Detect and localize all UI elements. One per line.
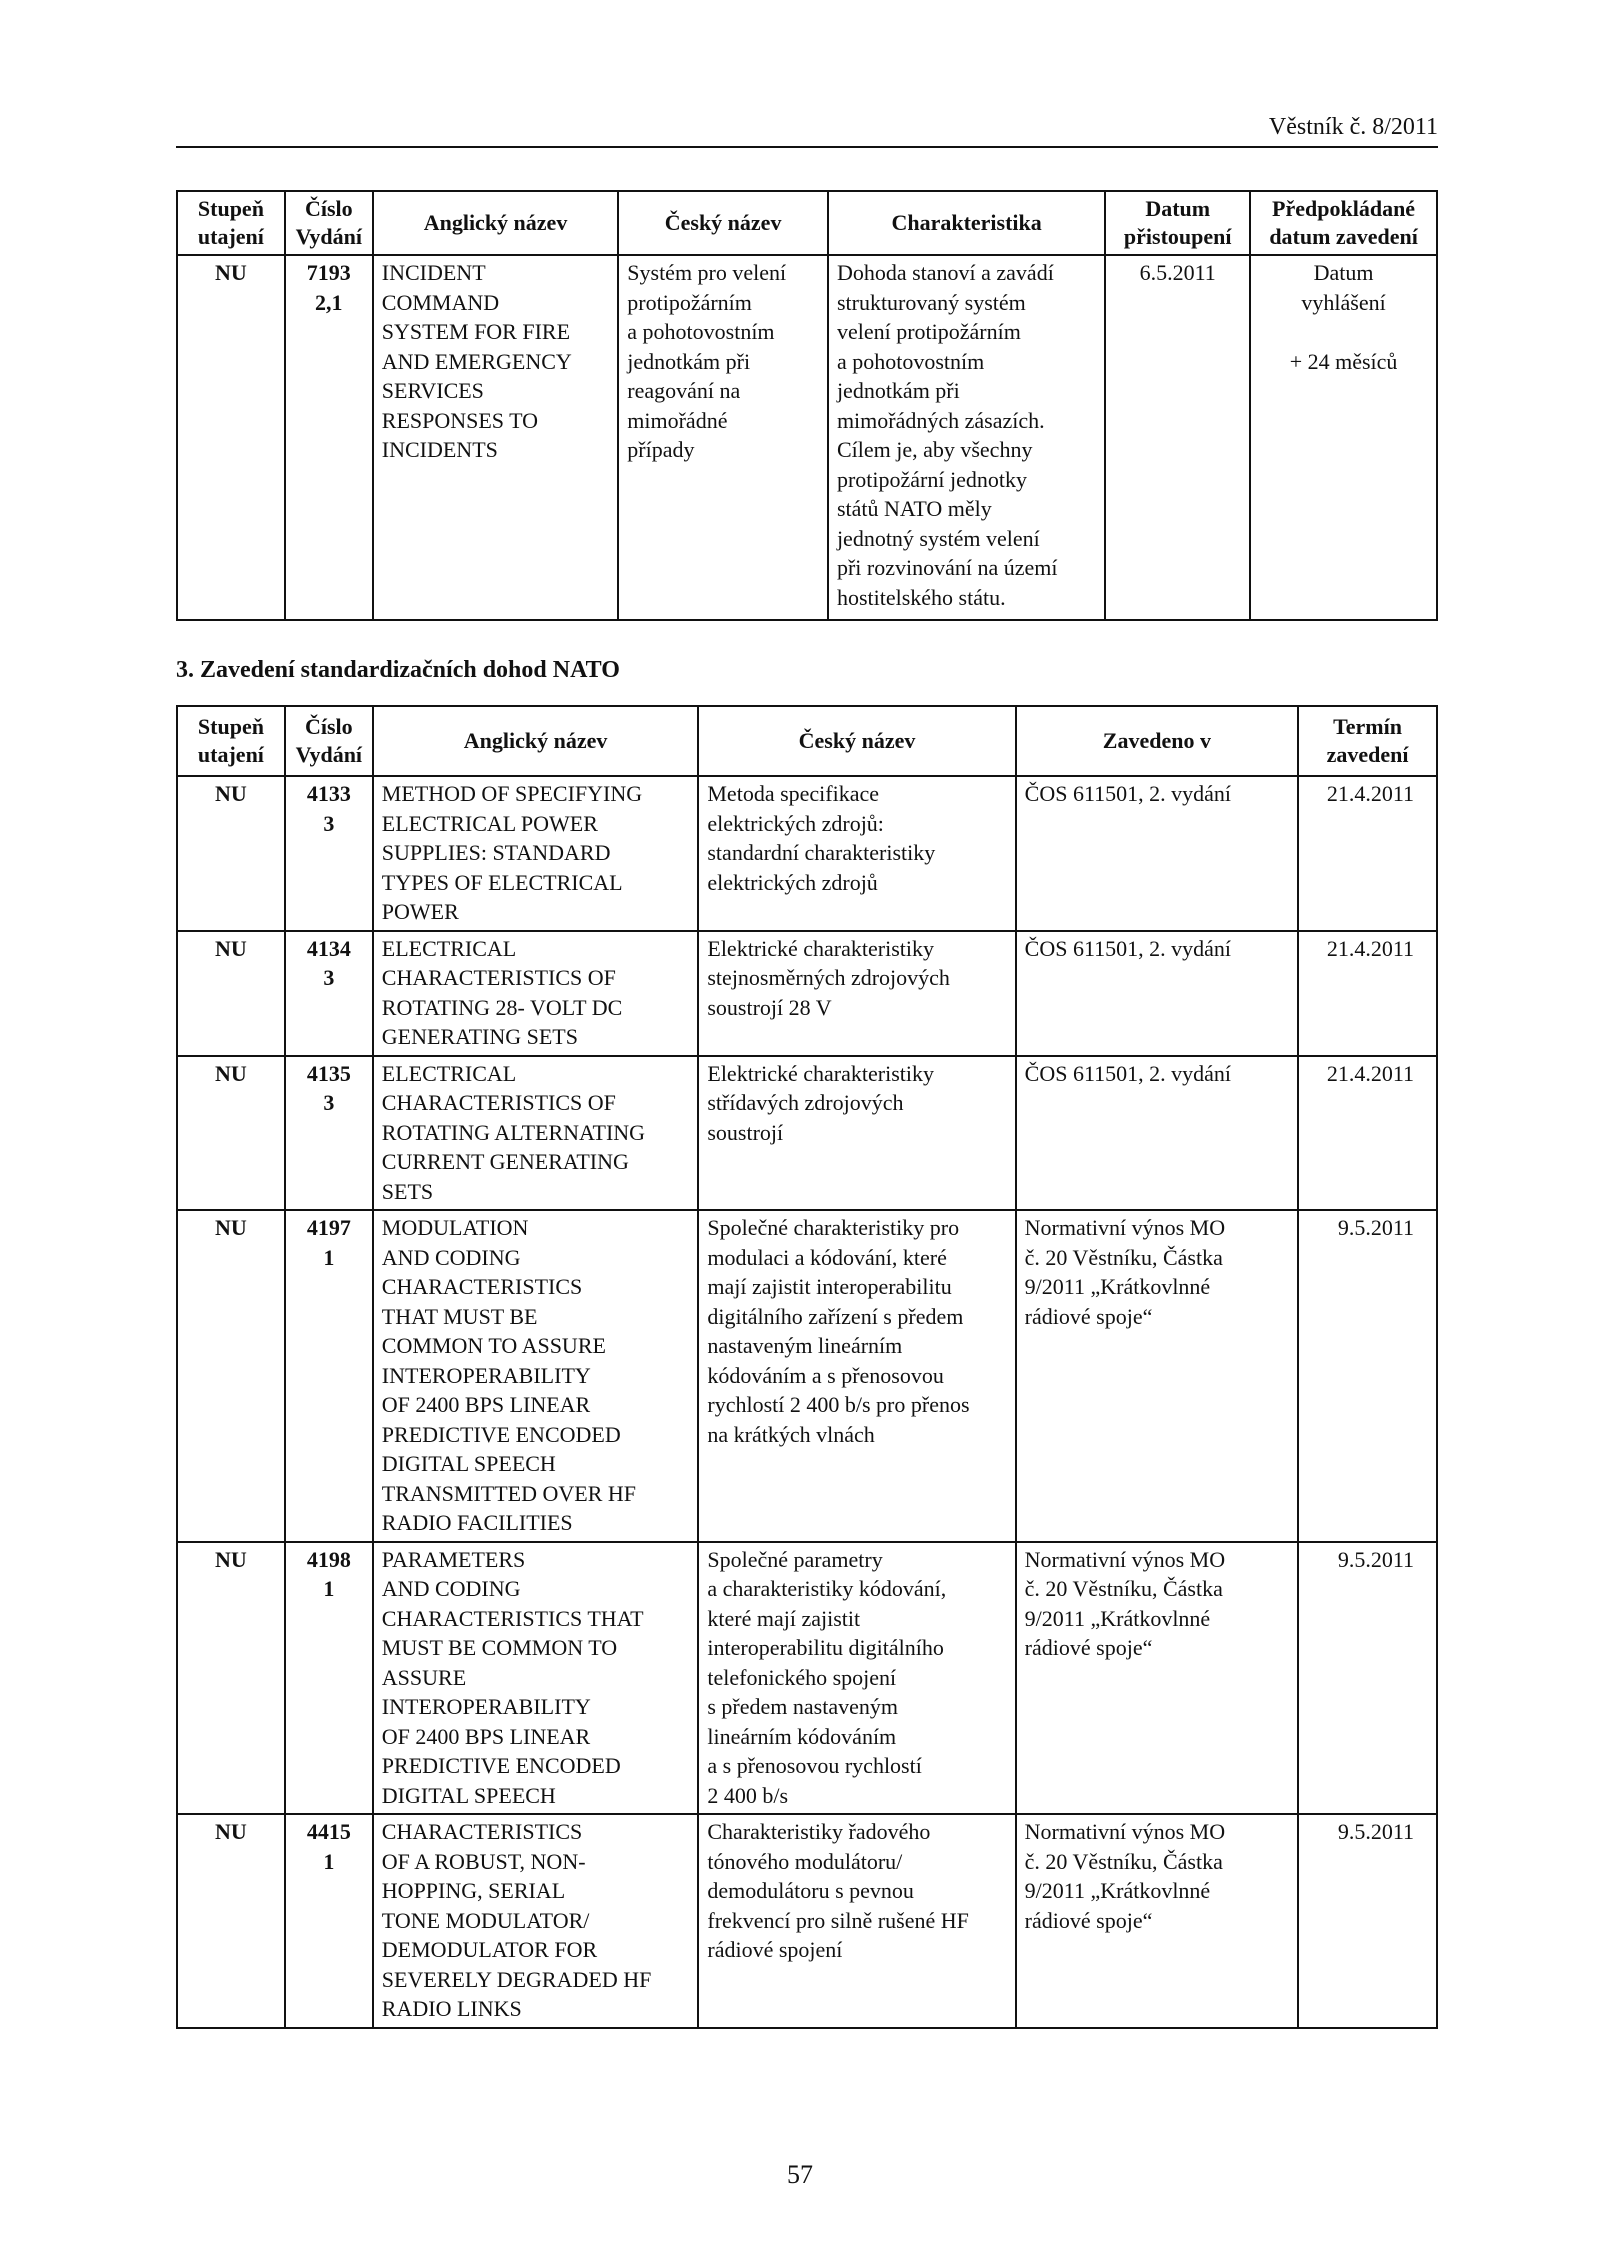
col-header-czech-name: Český název: [618, 191, 828, 255]
section-title: 3. Zavedení standardizačních dohod NATO: [176, 657, 620, 683]
number-cell: 4198 1: [285, 1542, 373, 1815]
col-header-classification: Stupeň utajení: [177, 706, 285, 776]
czech-name-cell: Metoda specifikace elektrických zdrojů: standardní charakteristiky elektrických zdrojů: [698, 776, 1015, 931]
accession-table: [176, 190, 1438, 621]
col-header-number: Číslo Vydání: [285, 191, 373, 255]
col-header-accession-date: Datum přistoupení: [1105, 191, 1250, 255]
implemented-in-cell: ČOS 611501, 2. vydání: [1016, 776, 1298, 931]
table-row: [177, 1210, 1437, 1542]
classification-cell: NU: [177, 1210, 285, 1542]
col-header-characteristics: Charakteristika: [828, 191, 1105, 255]
number-cell: 4133 3: [285, 776, 373, 931]
classification-cell: NU: [177, 1814, 285, 2028]
table-row: [177, 255, 1437, 620]
col-header-expected-date: Předpokládané datum zavedení: [1250, 191, 1437, 255]
col-header-czech-name: Český název: [698, 706, 1015, 776]
implemented-in-cell: ČOS 611501, 2. vydání: [1016, 1056, 1298, 1211]
table-row: [177, 931, 1437, 1056]
implemented-in-cell: Normativní výnos MO č. 20 Věstníku, Částka 9/2011 „Krátkovlnné rádiové spoje“: [1016, 1814, 1298, 2028]
implemented-in-cell: ČOS 611501, 2. vydání: [1016, 931, 1298, 1056]
col-header-number: Číslo Vydání: [285, 706, 373, 776]
table-row: [177, 1056, 1437, 1211]
page-header: [176, 112, 1438, 148]
english-name-cell: ELECTRICAL CHARACTERISTICS OF ROTATING 28- VOLT DC GENERATING SETS: [373, 931, 699, 1056]
deadline-cell: 9.5.2011: [1298, 1542, 1437, 1815]
col-header-english-name: Anglický název: [373, 706, 699, 776]
page-number: 57: [787, 2160, 813, 2189]
english-name-cell: PARAMETERS AND CODING CHARACTERISTICS THAT MUST BE COMMON TO ASSURE INTEROPERABILITY OF 2400 BPS LINEAR PREDICTIVE ENCODED DIGITAL SPEECH: [373, 1542, 699, 1815]
accession-date-cell: 6.5.2011: [1105, 255, 1250, 620]
table-header-row: [177, 191, 1437, 255]
classification-cell: NU: [177, 1056, 285, 1211]
classification-cell: NU: [177, 1542, 285, 1815]
classification-cell: NU: [177, 931, 285, 1056]
czech-name-cell: Společné charakteristiky pro modulaci a kódování, které mají zajistit interoperabilitu digitálního zařízení s předem nastaveným lineárním kódováním a s přenosovou rychlostí 2 400 b/s pro přenos na krátkých vlnách: [698, 1210, 1015, 1542]
deadline-cell: 9.5.2011: [1298, 1814, 1437, 2028]
deadline-cell: 21.4.2011: [1298, 1056, 1437, 1211]
english-name-cell: MODULATION AND CODING CHARACTERISTICS THAT MUST BE COMMON TO ASSURE INTEROPERABILITY OF 2400 BPS LINEAR PREDICTIVE ENCODED DIGITAL SPEECH TRANSMITTED OVER HF RADIO FACILITIES: [373, 1210, 699, 1542]
table-row: [177, 776, 1437, 931]
col-header-implemented-in: Zavedeno v: [1016, 706, 1298, 776]
expected-date-cell: Datum vyhlášení + 24 měsíců: [1250, 255, 1437, 620]
classification-cell: NU: [177, 776, 285, 931]
implementation-table: [176, 705, 1438, 2029]
czech-name-cell: Elektrické charakteristiky střídavých zdrojových soustrojí: [698, 1056, 1015, 1211]
characteristics-cell: Dohoda stanoví a zavádí strukturovaný systém velení protipožárním a pohotovostním jednotkám při mimořádných zásazích. Cílem je, aby všechny protipožární jednotky států NATO měly jednotný systém velení při rozvinování na území hostitelského státu.: [828, 255, 1105, 620]
number-cell: 4197 1: [285, 1210, 373, 1542]
table-row: [177, 1542, 1437, 1815]
number-cell: 4134 3: [285, 931, 373, 1056]
table-header-row: [177, 706, 1437, 776]
col-header-english-name: Anglický název: [373, 191, 619, 255]
czech-name-cell: Elektrické charakteristiky stejnosměrných zdrojových soustrojí 28 V: [698, 931, 1015, 1056]
czech-name-cell: Společné parametry a charakteristiky kódování, které mají zajistit interoperabilitu digitálního telefonického spojení s předem nastaveným lineárním kódováním a s přenosovou rychlostí 2 400 b/s: [698, 1542, 1015, 1815]
col-header-classification: Stupeň utajení: [177, 191, 285, 255]
number-cell: 4135 3: [285, 1056, 373, 1211]
deadline-cell: 21.4.2011: [1298, 931, 1437, 1056]
journal-title: Věstník č. 8/2011: [1268, 114, 1438, 140]
english-name-cell: METHOD OF SPECIFYING ELECTRICAL POWER SUPPLIES: STANDARD TYPES OF ELECTRICAL POWER: [373, 776, 699, 931]
col-header-deadline: Termín zavedení: [1298, 706, 1437, 776]
deadline-cell: 9.5.2011: [1298, 1210, 1437, 1542]
english-name-cell: CHARACTERISTICS OF A ROBUST, NON- HOPPING, SERIAL TONE MODULATOR/ DEMODULATOR FOR SEVERELY DEGRADED HF RADIO LINKS: [373, 1814, 699, 2028]
implemented-in-cell: Normativní výnos MO č. 20 Věstníku, Částka 9/2011 „Krátkovlnné rádiové spoje“: [1016, 1542, 1298, 1815]
english-name-cell: INCIDENT COMMAND SYSTEM FOR FIRE AND EMERGENCY SERVICES RESPONSES TO INCIDENTS: [373, 255, 619, 620]
czech-name-cell: Charakteristiky řadového tónového modulátoru/ demodulátoru s pevnou frekvencí pro silně rušené HF rádiové spojení: [698, 1814, 1015, 2028]
english-name-cell: ELECTRICAL CHARACTERISTICS OF ROTATING ALTERNATING CURRENT GENERATING SETS: [373, 1056, 699, 1211]
classification-cell: NU: [177, 255, 285, 620]
deadline-cell: 21.4.2011: [1298, 776, 1437, 931]
czech-name-cell: Systém pro velení protipožárním a pohotovostním jednotkám při reagování na mimořádné případy: [618, 255, 828, 620]
implemented-in-cell: Normativní výnos MO č. 20 Věstníku, Částka 9/2011 „Krátkovlnné rádiové spoje“: [1016, 1210, 1298, 1542]
number-cell: 4415 1: [285, 1814, 373, 2028]
table-row: [177, 1814, 1437, 2028]
number-cell: 7193 2,1: [285, 255, 373, 620]
